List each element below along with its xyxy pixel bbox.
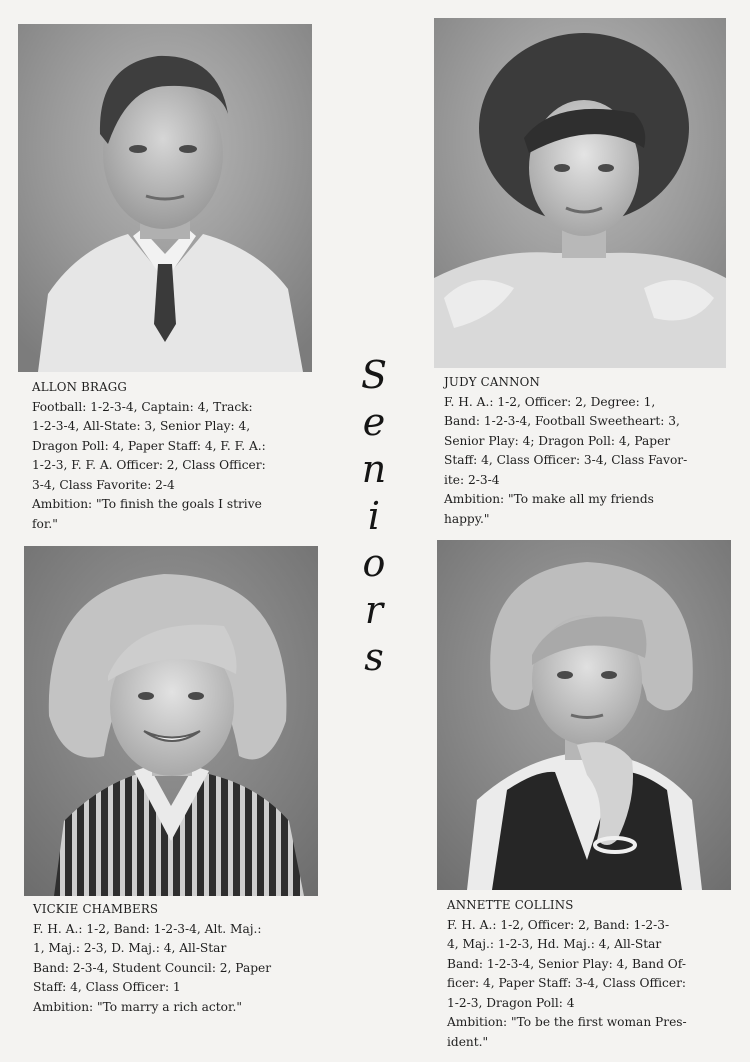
portrait-vickie-chambers xyxy=(24,546,318,896)
title-letter: s xyxy=(364,635,384,679)
ambition-line: Ambition: "To be the first woman Pres- xyxy=(447,1015,687,1029)
title-letter: e xyxy=(362,400,386,444)
page-title-seniors xyxy=(354,352,394,681)
activity-line: 1, Maj.: 2-3, D. Maj.: 4, All-Star xyxy=(33,941,227,955)
portrait-annette-collins xyxy=(437,540,731,890)
senior-caption-annette-collins xyxy=(447,896,745,1052)
senior-name: JUDY CANNON xyxy=(444,375,541,389)
activity-line: F. H. A.: 1-2, Band: 1-2-3-4, Alt. Maj.: xyxy=(33,921,262,936)
activity-line: 1-2-3-4, All-State: 3, Senior Play: 4, xyxy=(32,419,251,433)
activity-line: Band: 1-2-3-4, Senior Play: 4, Band Of- xyxy=(447,956,686,971)
senior-caption-judy-cannon xyxy=(444,373,744,529)
activity-line: F. H. A.: 1-2, Officer: 2, Band: 1-2-3- xyxy=(447,917,670,932)
ambition-line: for." xyxy=(32,516,58,531)
activity-line: Staff: 4, Class Officer: 1 xyxy=(33,980,181,994)
ambition-line: Ambition: "To marry a rich actor." xyxy=(33,999,242,1014)
activity-line: Senior Play: 4; Dragon Poll: 4, Paper xyxy=(444,433,671,448)
activity-line: 1-2-3, F. F. A. Officer: 2, Class Officer: xyxy=(32,458,266,472)
ambition-line: Ambition: "To finish the goals I strive xyxy=(32,497,262,511)
activity-line: Staff: 4, Class Officer: 3-4, Class Favor- xyxy=(444,453,688,467)
activity-line: Band: 1-2-3-4, Football Sweetheart: 3, xyxy=(444,414,680,428)
portrait-judy-cannon xyxy=(434,18,726,368)
title-letter: S xyxy=(360,353,388,397)
senior-caption-vickie-chambers xyxy=(33,900,333,1017)
ambition-line: Ambition: "To make all my friends xyxy=(444,492,654,506)
activity-line: 1-2-3, Dragon Poll: 4 xyxy=(447,995,575,1010)
activity-line: Dragon Poll: 4, Paper Staff: 4, F. F. A.: xyxy=(32,438,266,453)
senior-name: ALLON BRAGG xyxy=(32,380,128,394)
ambition-line: ident." xyxy=(447,1034,489,1049)
activity-line: 4, Maj.: 1-2-3, Hd. Maj.: 4, All-Star xyxy=(447,937,662,951)
title-letter: n xyxy=(361,447,387,491)
title-letter: o xyxy=(362,541,386,585)
portrait-allon-bragg xyxy=(18,24,312,372)
senior-caption-allon-bragg xyxy=(32,378,332,534)
title-letter: i xyxy=(367,494,381,538)
activity-line: Football: 1-2-3-4, Captain: 4, Track: xyxy=(32,399,253,414)
ambition-line: happy." xyxy=(444,511,490,526)
activity-line: F. H. A.: 1-2, Officer: 2, Degree: 1, xyxy=(444,394,656,409)
activity-line: ficer: 4, Paper Staff: 3-4, Class Officer: xyxy=(447,976,687,990)
activity-line: ite: 2-3-4 xyxy=(444,472,500,487)
activity-line: Band: 2-3-4, Student Council: 2, Paper xyxy=(33,960,272,975)
senior-name: VICKIE CHAMBERS xyxy=(33,902,159,916)
senior-name: ANNETTE COLLINS xyxy=(447,898,574,912)
title-letter: r xyxy=(364,588,384,632)
activity-line: 3-4, Class Favorite: 2-4 xyxy=(32,477,175,492)
